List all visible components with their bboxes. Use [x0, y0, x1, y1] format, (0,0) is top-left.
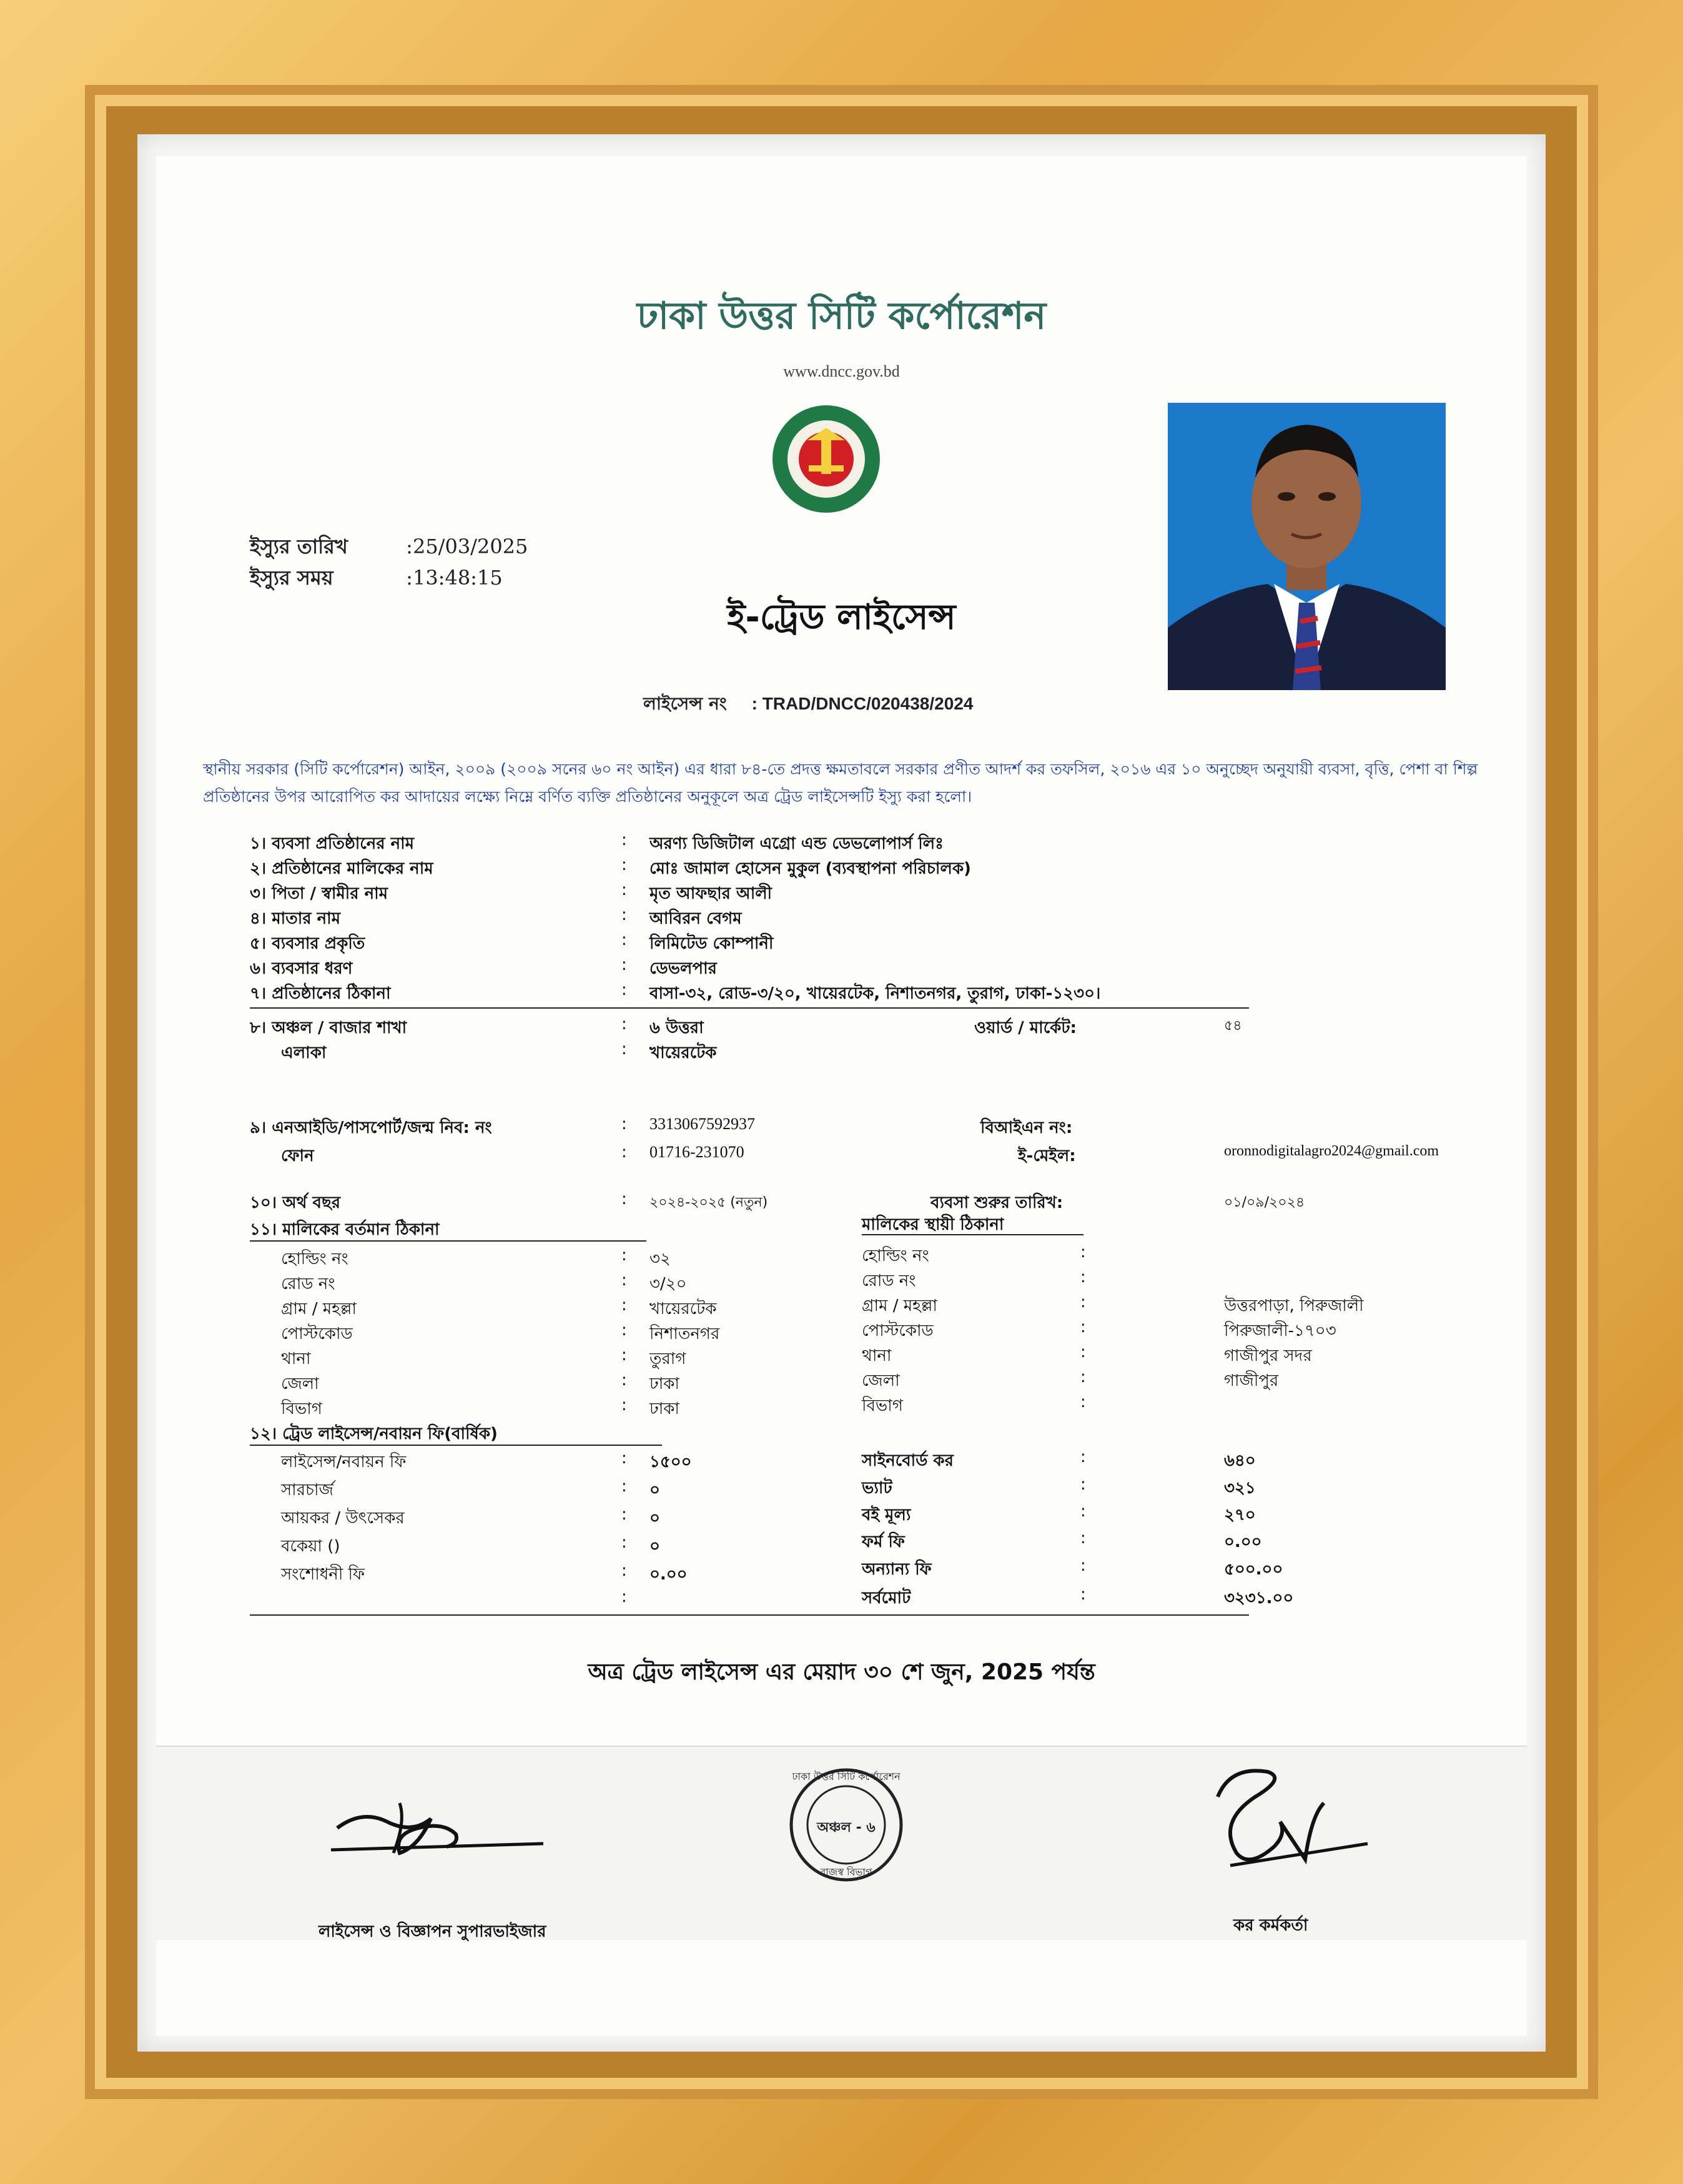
fee-value: ১৫০০	[649, 1453, 692, 1471]
issue-time-value: :13:48:15	[406, 566, 503, 590]
address-current-value: তুরাগ	[649, 1350, 686, 1368]
address-current-value: নিশাতনগর	[649, 1325, 720, 1343]
tax-officer-caption: কর কর্মকর্তা	[1233, 1916, 1308, 1935]
area-value: খায়েরটেক	[649, 1044, 717, 1062]
ward-label: ওয়ার্ড / মার্কেট:	[974, 1019, 1077, 1037]
address-row-label: রোড নং	[281, 1275, 335, 1293]
fee-label: আয়কর / উৎসেকর	[281, 1509, 405, 1528]
fiscal-year-label: ১০। অর্থ বছর	[250, 1193, 341, 1212]
address-current-value: ৩/২০	[649, 1275, 687, 1293]
fee-label: সাইনবোর্ড কর	[862, 1451, 954, 1470]
fee-value: ৩২১	[1224, 1479, 1256, 1498]
org-name: ঢাকা উত্তর সিটি কর্পোরেশন	[636, 294, 1047, 338]
business-start-value: ০১/০৯/২০২৪	[1224, 1195, 1305, 1210]
divider	[250, 1007, 1249, 1009]
fee-value: ০	[649, 1481, 660, 1500]
issue-date-value: :25/03/2025	[406, 535, 528, 558]
phone-label: ফোন	[281, 1147, 314, 1165]
website-url: www.dncc.gov.bd	[783, 362, 900, 380]
divider	[250, 1240, 646, 1242]
fee-value: ০	[649, 1509, 660, 1528]
signature-section	[156, 1746, 1527, 1940]
address-perm-label: হোল্ডিং নং	[862, 1247, 929, 1265]
validity-note: অত্র ট্রেড লাইসেন্স এর মেয়াদ ৩০ শে জুন, 2025 পর্যন্ত	[588, 1659, 1095, 1685]
divider	[250, 1445, 662, 1446]
fee-value: ০	[649, 1537, 660, 1556]
preamble-text: স্থানীয় সরকার (সিটি কর্পোরেশন) আইন, ২০০৯ (২০০৯ সনের ৬০ নং আইন) এর ধারা ৮৪-তে প্রদত্ত ক্ষমতাবলে সরকার প্রণীত আদর্শ কর তফসিল, ২০১৬ এর ১০ অনুচ্ছেদ অনুযায়ী ব্যবসা, বৃত্তি, পেশা বা শিল্প প্রতিষ্ঠানের উপর আরোপিত কর আদায়ের লক্ষ্যে নিম্নে বর্ণিত ব্যক্তি প্রতিষ্ঠানের অনুকূলে অত্র ট্রেড লাইসেন্সটি ইস্যু করা হলো।	[203, 760, 1478, 806]
field-value-mother-name: আবিরন বেগম	[649, 909, 742, 928]
field-label-business-type: ৬। ব্যবসার ধরণ	[250, 959, 353, 978]
fee-label: লাইসেন্স/নবায়ন ফি	[281, 1453, 407, 1471]
stamp-center-text: অঞ্চল - ৬	[817, 1820, 876, 1836]
email-value: oronnodigitalagro2024@gmail.com	[1224, 1143, 1439, 1159]
fiscal-year-value: ২০২৪-২০২৫ (নতুন)	[649, 1195, 768, 1210]
address-perm-label: পোস্টকোড	[862, 1322, 934, 1340]
bin-label: বিআইএন নং:	[980, 1119, 1073, 1137]
fee-value: ০.০০	[1224, 1533, 1262, 1551]
supervisor-signature	[325, 1784, 550, 1872]
zone-label: ৮। অঞ্চল / বাজার শাখা	[250, 1019, 407, 1037]
issue-date-label: ইস্যুর তারিখ	[250, 535, 348, 558]
address-perm-label: রোড নং	[862, 1272, 916, 1290]
stamp-top-text: ঢাকা উত্তর সিটি কর্পোরেশন	[792, 1771, 901, 1782]
address-current-value: ৩২	[649, 1250, 671, 1268]
fee-label: ভ্যাট	[862, 1479, 892, 1498]
field-value-business-name: অরণ্য ডিজিটাল এগ্রো এন্ড ডেভলোপার্স লিঃ	[649, 834, 944, 853]
address-permanent-value: উত্তরপাড়া, পিরুজালী	[1224, 1297, 1364, 1315]
fee-label: ফর্ম ফি	[862, 1533, 905, 1551]
address-permanent-value: গাজীপুর সদর	[1224, 1346, 1312, 1365]
fees-title: ১২। ট্রেড লাইসেন্স/নবায়ন ফি(বার্ষিক)	[250, 1425, 498, 1443]
fee-value: ২৭০	[1224, 1506, 1256, 1524]
address-permanent-value: পিরুজালী-১৭০৩	[1224, 1322, 1336, 1340]
fee-label: বই মূল্য	[862, 1506, 911, 1524]
trade-license-document: ঢাকা উত্তর সিটি কর্পোরেশন www.dncc.gov.bd ইস্যুর তারিখ :25/03/2025 ইস্যুর সময় :13:48:15 ই-ট্রেড লাইসেন্স লাইসেন্স নং : TRAD/DNCC/020438/2024 স্থানীয় সরকার (সিটি কর্পোরেশন) আইন, ২০০৯ (২০০৯ সনের ৬০ নং আইন) এর ধারা ৮৪-তে প্রদত্ত ক্ষমতাবলে সরকার প্রণীত আদর্শ কর তফসিল, ২০১৬ এর ১০ অনুচ্ছেদ অনুযায়ী ব্যবসা, বৃত্তি, পেশা বা শিল্প প্রতিষ্ঠানের উপর আরোপিত কর আদায়ের লক্ষ্যে নিম্নে বর্ণিত ব্যক্তি প্রতিষ্ঠানের অনুকূলে অত্র ট্রেড লাইসেন্সটি ইস্যু করা হলো। ১। ব্যবসা প্রতিষ্ঠানের নাম : অরণ্য ডিজিটাল এগ্রো এন্ড ডেভলোপার্স লিঃ ২। প্রতিষ্ঠানের মালিকের নাম : মোঃ জামাল হোসেন মুকুল (ব্যবস্থাপনা পরিচালক) ৩। পিতা / স্বামীর নাম : মৃত আফছার আলী ৪। মাতার নাম : আবিরন বেগম ৫। ব্যবসার প্রকৃতি : লিমিটেড কোম্পানী ৬। ব্যবসার ধরণ : ডেভলপার ৭। প্রতিষ্ঠানের ঠিকানা : বাসা-৩২, রোড-৩/২০, খায়েরটেক, নিশাতনগর, তুরাগ, ঢাকা-১২৩০। ৮। অঞ্চল / বাজার শাখা : ৬ উত্তরা ওয়ার্ড / মার্কেট: ৫৪ এলাকা : খায়েরটেক ৯। এনআইডি/পাসপোর্ট/জন্ম নিব: নং : 3313067592937 বিআইএন নং: ফোন : 01716-231070 ই-মেইল: oronnodigitalagro2024@gmail.com ১০। অর্থ বছর : ২০২৪-২০২৫ (নতুন) ব্যবসা শুরুর তারিখ: ০১/০৯/২০২৪ ১১। মালিকের বর্তমান ঠিকানা মালিকের স্থায়ী ঠিকানা হোল্ডিং নং : ৩২ হোল্ডিং নং : রোড নং : ৩/২০ রোড নং : গ্রাম / মহল্লা : খায়েরটেক গ্রাম / মহল্লা : উত্তরপাড়া, পিরুজালী পোস্টকোড : নিশাতনগর পোস্টকোড : পিরুজালী-১৭০৩ থানা : তুরাগ থানা : গাজীপুর সদর জেলা : ঢাকা জেলা : গাজীপুর বিভাগ : ঢাকা বিভাগ : ১২। ট্রেড লাইসেন্স/নবায়ন ফি(বার্ষিক) লাইসেন্স/নবায়ন ফি : ১৫০০ সাইনবোর্ড কর : ৬৪০ সারচার্জ : ০ ভ্যাট : ৩২১ আয়কর / উৎসেকর : ০ বই মূল্য : ২৭০ বকেয়া () : ০ ফর্ম ফি : ০.০০ সংশোধনী ফি : ০.০০ অন্যান্য ফি : ৫০০.০০ : সর্বমোট : ৩২৩১.০০ অত্র ট্রেড লাইসেন্স এর মেয়াদ ৩০ শে জুন, 2025 পর্যন্ত ঢাকা উত্তর সিটি কর্পোরেশন অঞ্চল - ৬ রাজস্ব বিভাগ লাইসেন্স ও বিজ্ঞাপন সুপারভাইজার কর কর্মকর্তা	[156, 156, 1527, 2036]
stamp-bottom-text: রাজস্ব বিভাগ	[820, 1866, 872, 1878]
phone-value: 01716-231070	[649, 1143, 744, 1161]
fee-label: বকেয়া ()	[281, 1537, 340, 1556]
field-label-business-address: ৭। প্রতিষ্ঠানের ঠিকানা	[250, 984, 391, 1003]
license-number-value: : TRAD/DNCC/020438/2024	[751, 694, 974, 713]
fee-label: অন্যান্য ফি	[862, 1560, 932, 1579]
address-row-label: থানা	[281, 1350, 311, 1368]
address-permanent-value: গাজীপুর	[1224, 1371, 1279, 1390]
fee-label: সারচার্জ	[281, 1481, 333, 1500]
area-label: এলাকা	[281, 1044, 327, 1062]
nid-value: 3313067592937	[649, 1115, 755, 1133]
field-value-owner-name: মোঃ জামাল হোসেন মুকুল (ব্যবস্থাপনা পরিচালক)	[649, 859, 971, 878]
email-label: ই-মেইল:	[1018, 1147, 1076, 1165]
address-row-label: জেলা	[281, 1375, 319, 1393]
address-perm-label: জেলা	[862, 1371, 900, 1390]
nid-label: ৯। এনআইডি/পাসপোর্ট/জন্ম নিব: নং	[250, 1119, 492, 1137]
field-value-father-name: মৃত আফছার আলী	[649, 884, 772, 903]
permanent-address-title: মালিকের স্থায়ী ঠিকানা	[862, 1215, 1004, 1234]
fee-total-value: ৩২৩১.০০	[1224, 1589, 1294, 1608]
address-current-value: ঢাকা	[649, 1375, 679, 1393]
field-label-mother-name: ৪। মাতার নাম	[250, 909, 341, 928]
field-value-business-address: বাসা-৩২, রোড-৩/২০, খায়েরটেক, নিশাতনগর, তুরাগ, ঢাকা-১২৩০।	[649, 984, 1101, 1003]
field-label-father-name: ৩। পিতা / স্বামীর নাম	[250, 884, 388, 903]
field-label-business-nature: ৫। ব্যবসার প্রকৃতি	[250, 934, 365, 953]
supervisor-caption: লাইসেন্স ও বিজ্ঞাপন সুপারভাইজার	[318, 1922, 546, 1941]
document-title: ই-ট্রেড লাইসেন্স	[727, 597, 956, 638]
ward-value: ৫৪	[1224, 1018, 1242, 1034]
issue-time-label: ইস্যুর সময়	[250, 566, 333, 590]
field-label-business-name: ১। ব্যবসা প্রতিষ্ঠানের নাম	[250, 834, 415, 853]
fee-value: ৫০০.০০	[1224, 1560, 1283, 1579]
address-perm-label: বিভাগ	[862, 1396, 903, 1415]
address-row-label: পোস্টকোড	[281, 1325, 353, 1343]
fee-value: ৬৪০	[1224, 1451, 1256, 1470]
business-start-label: ব্যবসা শুরুর তারিখ:	[930, 1193, 1064, 1212]
zone-value: ৬ উত্তরা	[649, 1019, 704, 1037]
address-perm-label: থানা	[862, 1346, 892, 1365]
divider	[862, 1234, 1083, 1235]
fee-total-label: সর্বমোট	[862, 1589, 911, 1608]
field-value-business-type: ডেভলপার	[649, 959, 717, 978]
address-perm-label: গ্রাম / মহল্লা	[862, 1297, 937, 1315]
fee-label: সংশোধনী ফি	[281, 1565, 365, 1584]
current-address-title: ১১। মালিকের বর্তমান ঠিকানা	[250, 1220, 440, 1239]
address-current-value: খায়েরটেক	[649, 1300, 717, 1318]
fee-value: ০.০০	[649, 1565, 688, 1584]
license-number-label: লাইসেন্স নং	[643, 693, 727, 714]
address-row-label: গ্রাম / মহল্লা	[281, 1300, 357, 1318]
field-label-owner-name: ২। প্রতিষ্ঠানের মালিকের নাম	[250, 859, 433, 878]
address-row-label: হোল্ডিং নং	[281, 1250, 348, 1268]
address-current-value: ঢাকা	[649, 1400, 679, 1418]
dncc-seal-logo	[770, 403, 882, 515]
address-row-label: বিভাগ	[281, 1400, 322, 1418]
divider	[250, 1614, 1249, 1616]
tax-officer-signature	[1180, 1759, 1380, 1884]
field-value-business-nature: লিমিটেড কোম্পানী	[649, 934, 774, 953]
